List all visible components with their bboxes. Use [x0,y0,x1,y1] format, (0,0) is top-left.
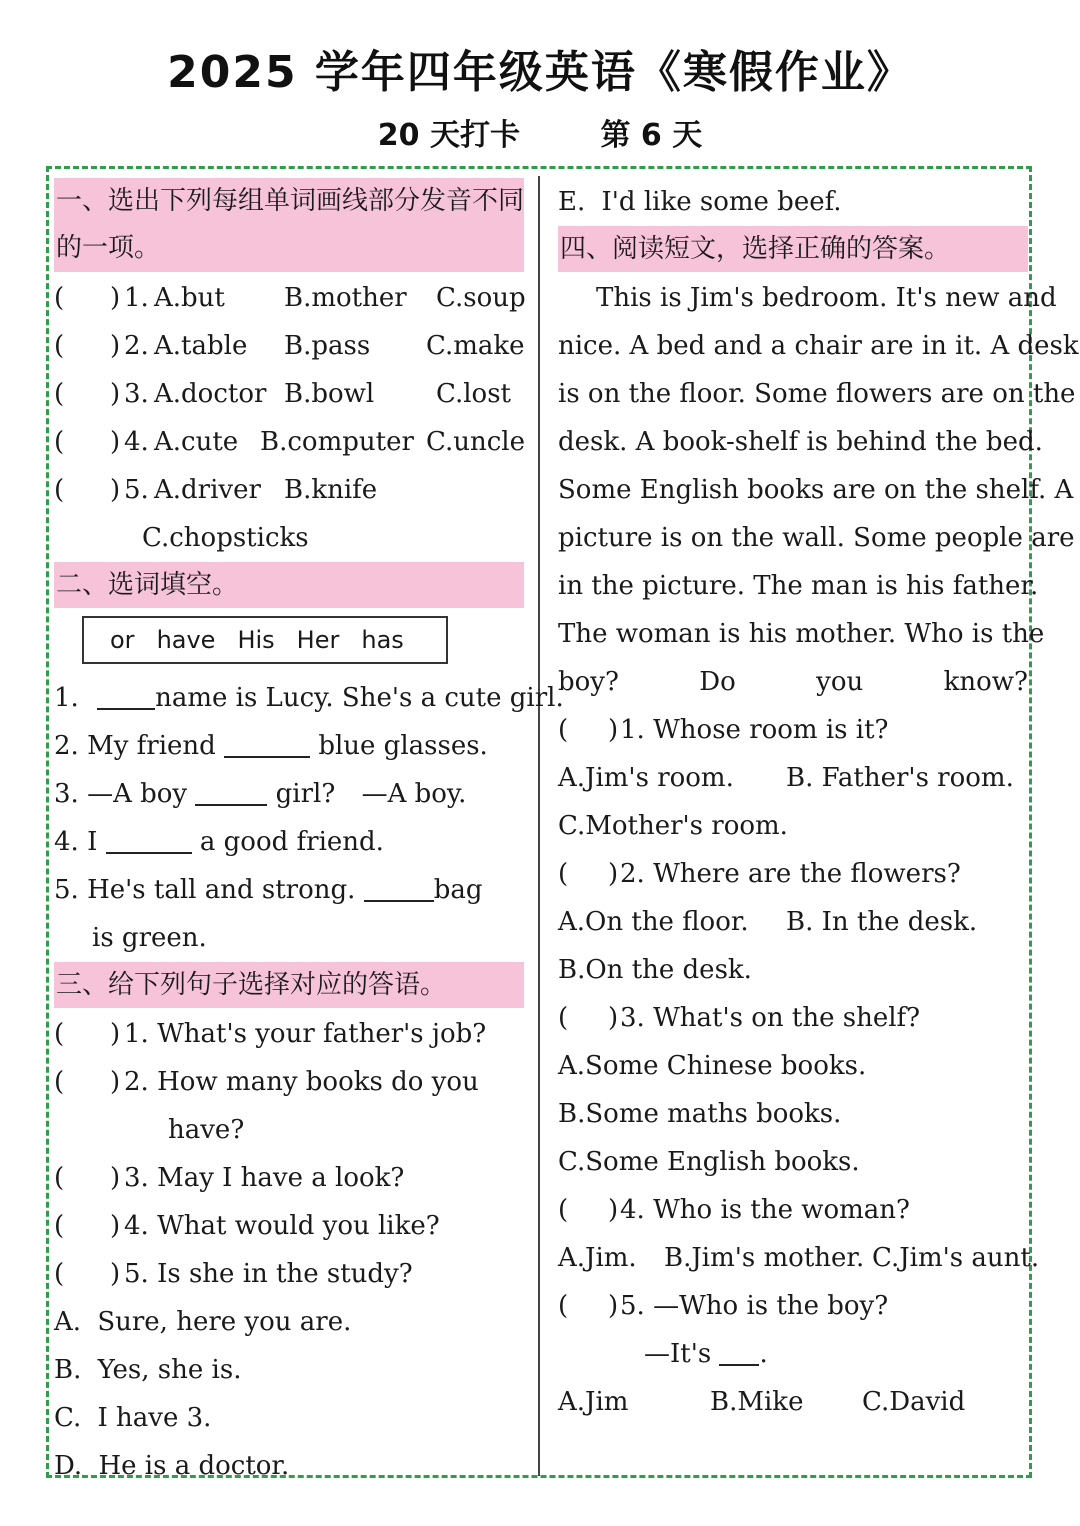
s2-q2: 2. My friend blue glasses. [54,722,524,770]
s4-q2-opt-c: B.On the desk. [558,955,752,985]
s3-q2-cont: have? [168,1115,245,1145]
s2-q4: 4. I a good friend. [54,818,524,866]
section4-header: 四、阅读短文，选择正确的答案。 [558,226,1028,272]
s1-q5-c: C.chopsticks [142,523,309,553]
s1-q3-c: C.lost [436,379,511,409]
s1-q1-b: B.mother [284,283,407,313]
s1-item-2: ( ) 2. A.table B.pass C.make [54,322,524,370]
page-subtitle [0,110,1080,154]
s1-q3-b: B.bowl [284,379,375,409]
blank[interactable] [364,870,434,902]
blank[interactable] [719,1334,759,1366]
s1-item-1: ( ) 1. A.but B.mother C.soup [54,274,524,322]
s2-q3: 3. —A boy girl? —A boy. [54,770,524,818]
s4-q2-opts: A.On the floor. B. In the desk. [558,907,978,937]
word-bank: or have His Her has [82,616,448,664]
s4-q2: ( ) 2. Where are the flowers? [558,859,961,889]
s4-q5: ( ) 5. —Who is the boy? [558,1291,889,1321]
s4-q3-opt-b: B.Some maths books. [558,1099,842,1129]
column-divider [538,176,540,1476]
s1-q4-c: C.uncle [426,427,525,457]
page-title: 2025 学年四年级英语《寒假作业》 [167,47,913,98]
s3-answer-e: E. I'd like some beef. [558,187,842,217]
s2-q5: 5. He's tall and strong. bag [54,866,524,914]
right-column [558,178,1079,1426]
left-column [54,178,564,1490]
blank[interactable] [106,822,192,854]
s1-q3-a: A.doctor [154,379,267,409]
s3-answer-d: D. He is a doctor. [54,1451,290,1481]
s3-q4: ( ) 4. What would you like? [54,1211,440,1241]
s1-q2-c: C.make [426,331,525,361]
blank[interactable] [97,678,155,710]
s4-q4: ( ) 4. Who is the woman? [558,1195,910,1225]
s1-q5-b: B.knife [284,475,378,505]
s1-q1-a: A.but [154,283,225,313]
s2-q5-cont: is green. [92,923,207,953]
s3-q1: ( ) 1. What's your father's job? [54,1019,487,1049]
s3-q3: ( ) 3. May I have a look? [54,1163,405,1193]
s3-q5: ( ) 5. Is she in the study? [54,1259,413,1289]
s4-q4-opts: A.Jim. B.Jim's mother. C.Jim's aunt. [558,1243,1040,1273]
s1-q2-b: B.pass [284,331,371,361]
s1-q2-a: A.table [154,331,248,361]
s4-q3: ( ) 3. What's on the shelf? [558,1003,921,1033]
blank[interactable] [224,726,310,758]
s1-q4-b: B.computer [260,427,414,457]
s1-q1-c: C.soup [436,283,526,313]
s4-q5-opts: A.Jim B.Mike C.David [558,1387,966,1417]
reading-passage: This is Jim's bedroom. It's new and nice. A bed and a chair are in it. A desk is on the floor. Some flowers are on the desk. A book-shelf is behind the bed. Some English books are on the shelf. A picture is on the wall. Some people are in the picture. The man is his father. The woman is his mother. Who is the boy? Do you know? [558,283,1079,697]
s4-q1-opt-c: C.Mother's room. [558,811,788,841]
s1-q4-a: A.cute [154,427,239,457]
subtitle-day: 第 6 天 [600,118,703,153]
s1-item-4: ( ) 4. A.cute B.computer C.uncle [54,418,524,466]
s2-q1: 1. name is Lucy. She's a cute girl. [54,674,524,722]
s1-item-5: ( ) 5. A.driver B.knife [54,466,524,514]
s1-item-5-cont [54,514,524,562]
s4-q3-opt-c: C.Some English books. [558,1147,860,1177]
section2-header: 二、选词填空。 [54,562,524,608]
blank[interactable] [195,774,267,806]
subtitle-checkin: 20 天打卡 [377,118,520,153]
s4-q1-opts: A.Jim's room. B. Father's room. [558,763,1014,793]
section1-header: 一、选出下列每组单词画线部分发音不同的一项。 [54,178,524,272]
s3-answer-c: C. I have 3. [54,1403,212,1433]
word-bank-row [54,610,524,674]
s1-item-3: ( ) 3. A.doctor B.bowl C.lost [54,370,524,418]
s4-q1: ( ) 1. Whose room is it? [558,715,889,745]
s1-q5-a: A.driver [154,475,261,505]
s3-answer-a: A. Sure, here you are. [54,1307,352,1337]
s4-q5-answer: —It's . [558,1330,1028,1378]
s3-q2: ( ) 2. How many books do you [54,1067,479,1097]
section3-header: 三、给下列句子选择对应的答语。 [54,962,524,1008]
s3-answer-b: B. Yes, she is. [54,1355,242,1385]
s4-q3-opt-a: A.Some Chinese books. [558,1051,867,1081]
